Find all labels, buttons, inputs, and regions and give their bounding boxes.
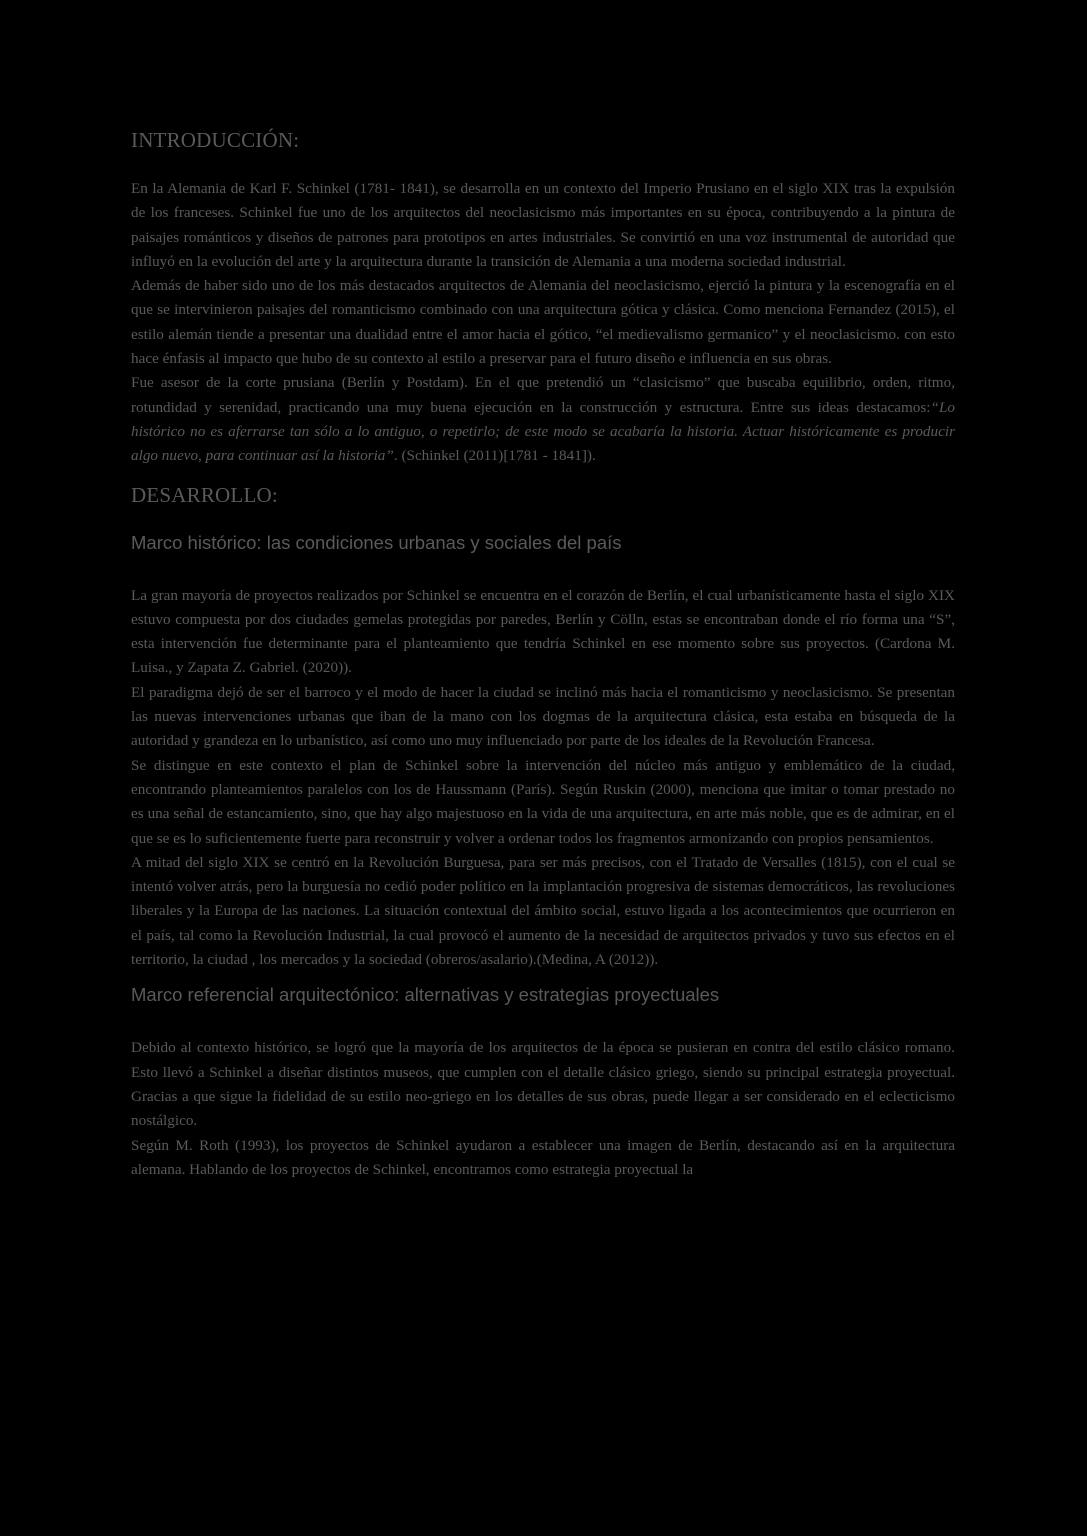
introduccion-heading: INTRODUCCIÓN: xyxy=(131,128,300,152)
intro-paragraph-1: En la Alemania de Karl F. Schinkel (1781- 1841), se desarrolla en un contexto del Imperio Prusiano en el siglo XIX tras la expulsión de los franceses. Schinkel fue uno de los arquitectos del neoclasicismo más importantes en su época, contribuyendo a la pintura de paisajes románticos y diseños de patrones para prototipos en artes industriales. Se convirtió en una voz instrumental de autoridad que influyó en la evolución del arte y la arquitectura durante la transición de Alemania a una moderna sociedad industrial. xyxy=(131,180,955,270)
intro-paragraph-3-citation: . (Schinkel (2011)[1781 - 1841]). xyxy=(393,447,596,465)
marco-referencial-paragraph-2: Según M. Roth (1993), los proyectos de Schinkel ayudaron a establecer una imagen de Berlín, destacando así en la arquitectura alemana. Hablando de los proyectos de Schinkel, encontramos como estrategia proyectual la xyxy=(131,1136,955,1178)
schinkel-quote: “Lo histórico no es aferrarse tan sólo a lo antiguo, o repetirlo; de este modo se acabaría la historia. Actuar históricamente es producir algo nuevo, para continuar así la historia” xyxy=(131,398,955,465)
marco-historico-paragraph-4: A mitad del siglo XIX se centró en la Revolución Burguesa, para ser más precisos, con el Tratado de Versalles (1815), con el cual se intentó volver atrás, pero la burguesía no cedió poder político en la implantación progresiva de sistemas democráticos, las revoluciones liberales y la Europa de las naciones. La situación contextual del ámbito social, estuvo ligada a los acontecimientos que ocurrieron en el país, tal como la Revolución Industrial, la cual provocó el aumento de la necesidad de arquitectos privados y tuvo sus efectos en el territorio, la ciudad , los mercados y la sociedad (obreros/asalario).(Medina, A (2012)). xyxy=(131,853,955,969)
marco-historico-paragraph-3: Se distingue en este contexto el plan de Schinkel sobre la intervención del núcleo más antiguo y emblemático de la ciudad, encontrando planteamientos paralelos con los de Haussmann (París). Según Ruskin (2000), menciona que imitar o tomar prestado no es una señal de estancamiento, sino, que hay algo majestuoso en la vida de una arquitectura, en arte más noble, que es de admirar, en el que se es lo suficientemente fuerte para reconstruir y volver a ordenar todos los fragmentos armonizando con propios pensamientos. xyxy=(131,756,955,847)
desarrollo-heading: DESARROLLO: xyxy=(131,482,278,507)
intro-paragraph-3-lead: Fue asesor de la corte prusiana (Berlín y Postdam). En el que pretendió un “clasicismo” que buscaba equilibrio, orden, ritmo, rotundidad y serenidad, practicando una muy buena ejecución en la construcción y estructura. Entre sus ideas destacamos: xyxy=(131,374,955,416)
marco-historico-paragraph-2: El paradigma dejó de ser el barroco y el modo de hacer la ciudad se inclinó más hacia el romanticismo y neoclasicismo. Se presentan las nuevas intervenciones urbanas que iban de la mano con los dogmas de la arquitectura clásica, esta estaba en búsqueda de la autoridad y grandeza en lo urbanístico, así como uno muy influenciado por parte de los ideales de la Revolución Francesa. xyxy=(131,683,955,750)
marco-historico-heading: Marco histórico: las condiciones urbanas y sociales del país xyxy=(131,531,622,553)
intro-paragraph-3 xyxy=(131,371,955,468)
marco-referencial-paragraph-1: Debido al contexto histórico, se logró que la mayoría de los arquitectos de la época se pusieran en contra del estilo clásico romano. Esto llevó a Schinkel a diseñar distintos museos, que cumplen con el detalle clásico griego, siendo su principal estrategia proyectual. Gracias a que sigue la fidelidad de su estilo neo-griego en los detalles de sus obras, puede llegar a ser considerado en el eclecticismo nostálgico. xyxy=(131,1039,955,1130)
document-page xyxy=(131,128,955,1182)
marco-historico-paragraph-1: La gran mayoría de proyectos realizados por Schinkel se encuentra en el corazón de Berlín, el cual urbanísticamente hasta el siglo XIX estuvo compuesta por dos ciudades gemelas protegidas por paredes, Berlín y Cölln, estas se encontraban donde el río forma una “S”, esta intervención fue determinante para el planteamiento que tendría Schinkel en ese momento sobre sus proyectos. (Cardona M. Luisa., y Zapata Z. Gabriel. (2020)). xyxy=(131,586,955,677)
marco-referencial-heading: Marco referencial arquitectónico: alternativas y estrategias proyectuales xyxy=(131,984,720,1006)
intro-paragraph-2: Además de haber sido uno de los más destacados arquitectos de Alemania del neoclasicismo, ejerció la pintura y la escenografía en el que se intervinieron paisajes del romanticismo combinado con una arquitectura gótica y clásica. Como menciona Fernandez (2015), el estilo alemán tiende a presentar una dualidad entre el amor hacia el gótico, “el medievalismo germanico” y el neoclasicismo. con esto hace énfasis al impacto que hubo de su contexto al estilo a preservar para el futuro diseño e influencia en sus obras. xyxy=(131,277,955,368)
